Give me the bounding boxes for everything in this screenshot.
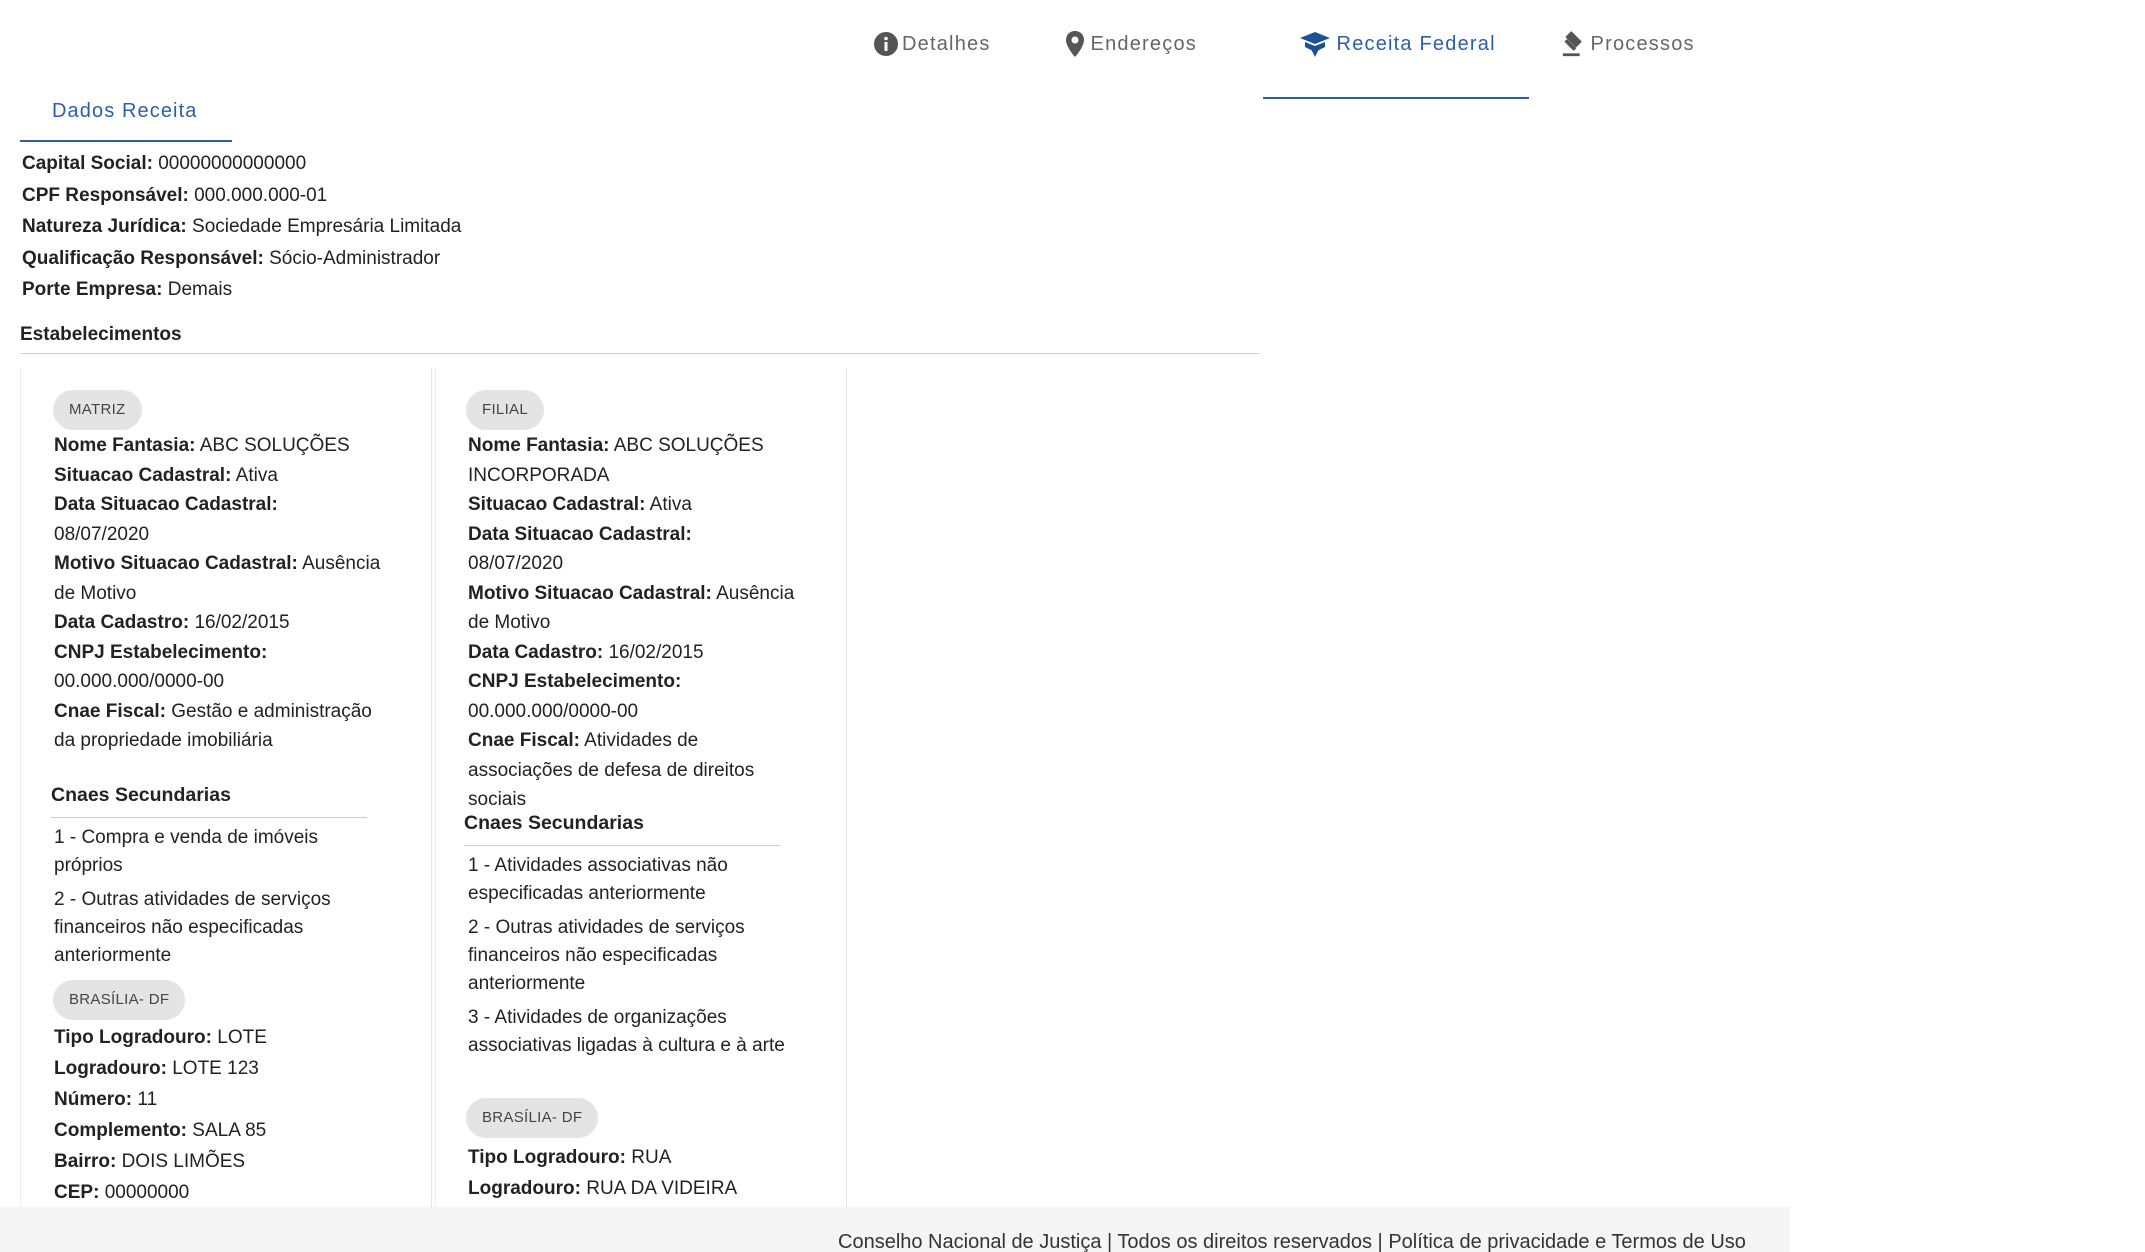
- tab-label: Receita Federal: [1336, 32, 1496, 55]
- info-capital-social: Capital Social: 00000000000000: [22, 153, 307, 174]
- info-qualificacao: Qualificação Responsável: Sócio-Administrador: [22, 247, 441, 269]
- footer-text: Conselho Nacional de Justiça | Todos os direitos reservados | Política de privacidade e Termos de Uso: [838, 1231, 1746, 1252]
- tab-label: Processos: [1590, 32, 1695, 55]
- type-chip: MATRIZ: [53, 390, 142, 430]
- list-item: 1 - Compra e venda de imóveis próprios: [54, 827, 319, 876]
- cnaes-list: [468, 852, 793, 1066]
- tab-processos[interactable]: [1529, 22, 1727, 66]
- subtab-dados-receita[interactable]: Dados Receita: [20, 92, 232, 142]
- address-fields: Tipo Logradouro: LOTE Logradouro: LOTE 123 Número: 11 Complemento: SALA 85 Bairro: DOIS LIMÕES CEP: 00000000: [54, 1027, 267, 1203]
- card-fields: Nome Fantasia: ABC SOLUÇÕES INCORPORADA Situacao Cadastral: Ativa Data Situacao Cadastral: 08/07/2020 Motivo Situacao Cadastral: Ausência de Motivo Data Cadastro: 16/02/2015 CNPJ Estabelecimento: 00.000.000/0000-00 Cnae Fiscal: Atividades de associações de defesa de direitos sociais: [468, 435, 795, 810]
- tab-receita-federal[interactable]: [1263, 22, 1529, 66]
- type-chip: FILIAL: [466, 390, 544, 430]
- map-pin-icon: [1061, 30, 1089, 58]
- info-icon: [872, 30, 900, 58]
- footer: [0, 1207, 1790, 1252]
- list-item: 2 - Outras atividades de serviços financeiros não especificadas anteriormente: [54, 889, 331, 966]
- gavel-icon: [1561, 30, 1589, 58]
- company-info: [22, 148, 461, 306]
- tab-detalhes[interactable]: [862, 22, 1061, 66]
- list-item: 2 - Outras atividades de serviços financeiros não especificadas anteriormente: [468, 917, 745, 994]
- top-tabs: [862, 22, 1727, 78]
- card-fields: Nome Fantasia: ABC SOLUÇÕES Situacao Cadastral: Ativa Data Situacao Cadastral: 08/07/2020 Motivo Situacao Cadastral: Ausência de Motivo Data Cadastro: 16/02/2015 CNPJ Estabelecimento: 00.000.000/0000-00 Cnae Fiscal: Gestão e administração da propriedade imobiliária: [54, 435, 381, 751]
- info-natureza-juridica: Natureza Jurídica: Sociedade Empresária Limitada: [22, 216, 462, 237]
- establishment-card-matriz: [20, 368, 432, 1208]
- tab-label: Detalhes: [902, 32, 991, 55]
- address-fields: Tipo Logradouro: RUA Logradouro: RUA DA VIDEIRA: [468, 1147, 738, 1199]
- list-item: 3 - Atividades de organizações associativas ligadas à cultura e à arte: [468, 1007, 785, 1056]
- cnaes-list: [54, 824, 379, 976]
- section-title-estabelecimentos: Estabelecimentos: [20, 324, 1260, 354]
- info-porte-empresa: Porte Empresa: Demais: [22, 279, 233, 300]
- cnaes-heading: Cnaes Secundarias: [51, 784, 367, 818]
- tab-enderecos[interactable]: [1061, 22, 1263, 66]
- location-chip: BRASÍLIA- DF: [53, 980, 185, 1020]
- establishment-card-filial: [435, 368, 847, 1208]
- info-cpf-responsavel: CPF Responsável: 000.000.000-01: [22, 184, 328, 206]
- receita-logo-icon: [1295, 30, 1335, 58]
- tab-label: Endereços: [1090, 32, 1197, 55]
- cnaes-heading: Cnaes Secundarias: [464, 812, 780, 846]
- location-chip: BRASÍLIA- DF: [466, 1098, 598, 1138]
- list-item: 1 - Atividades associativas não especificadas anteriormente: [468, 855, 728, 904]
